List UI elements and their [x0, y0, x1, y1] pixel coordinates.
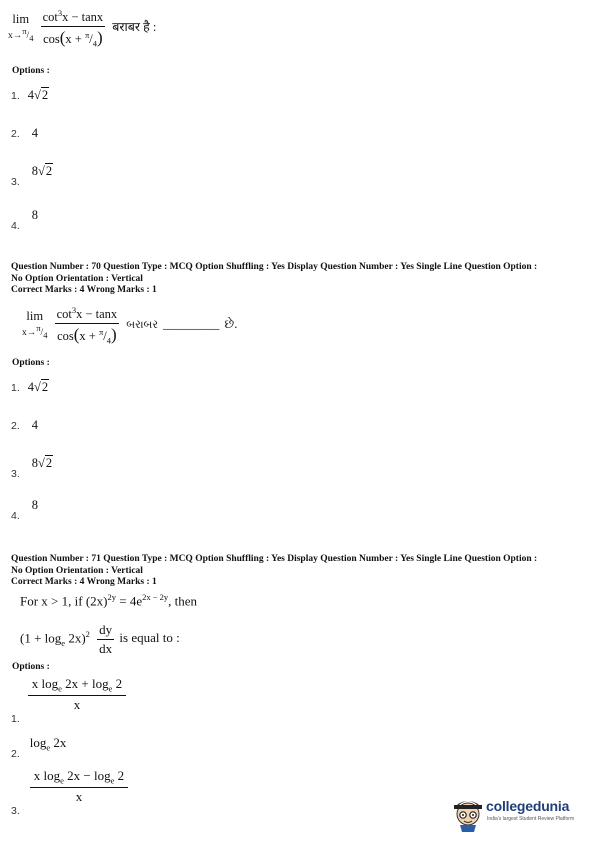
- option-numerator: [32, 768, 126, 787]
- brand-tagline: India's largest Student Review Platform: [487, 816, 575, 822]
- q71-meta-line1: Question Number : 71 Question Type : MCQ Option Shuffling : Yes Display Question Number : Yes Single Line Question Option :: [11, 554, 538, 564]
- option-number: 1.: [11, 712, 20, 725]
- q70-numerator: [55, 305, 120, 323]
- option-value: 4: [31, 418, 39, 432]
- num-e: e: [60, 775, 64, 786]
- q69-hindi-suffix: बराबर है :: [112, 20, 157, 35]
- cot-exp: 3: [71, 305, 77, 315]
- log: log: [29, 735, 47, 750]
- q70-expression: [22, 305, 237, 346]
- dy-dx: [97, 622, 114, 657]
- option-numerator: [30, 676, 124, 695]
- option-value: 4: [31, 126, 39, 140]
- q70-meta: [11, 262, 591, 297]
- option-value: [29, 735, 67, 753]
- den-4: 4: [92, 38, 97, 49]
- option-number: 2.: [11, 420, 20, 432]
- q71-options-label: Options :: [12, 662, 50, 672]
- num-e2: e: [110, 775, 115, 786]
- q71-meta: [11, 554, 591, 589]
- option-number: 2.: [11, 748, 20, 760]
- num-rest: x − tanx: [62, 10, 104, 25]
- lim-pi: π: [22, 26, 27, 37]
- option-value: 4√2: [27, 380, 49, 394]
- lim-x: x→: [8, 31, 23, 42]
- num-c: 2: [112, 676, 123, 691]
- q71-meta-line2: No Option Orientation : Vertical: [11, 565, 143, 576]
- option-value: [32, 768, 126, 805]
- num-a: x log: [33, 768, 61, 783]
- q70-suffix-end: છે.: [224, 317, 238, 332]
- cos: cos: [43, 32, 60, 47]
- q69-options-label: Options :: [12, 66, 50, 76]
- den-4: 4: [106, 335, 111, 346]
- stmt-exp2: 2x − 2y: [142, 592, 169, 602]
- option-number: 3.: [11, 176, 20, 188]
- expr-exp: 2: [85, 629, 90, 640]
- q70-gujarati-suffix: બરાબર: [126, 319, 159, 332]
- expr-post: is equal to :: [119, 630, 180, 646]
- cos: cos: [57, 329, 74, 344]
- den-x: x +: [79, 329, 96, 344]
- q70-meta-line1: Question Number : 70 Question Type : MCQ Option Shuffling : Yes Display Question Number : Yes Single Line Question Option :: [11, 262, 538, 272]
- lim-subscript: $x\to^\pi/_4$: [8, 26, 34, 44]
- expr-pre: (1 + log: [20, 630, 62, 646]
- q71-statement: [20, 592, 197, 609]
- q70-options-label: Options :: [12, 358, 50, 368]
- q71-marks: Correct Marks : 4 Wrong Marks : 1: [11, 577, 157, 587]
- option-value: 8: [31, 208, 39, 222]
- q69-numerator: [41, 8, 106, 26]
- collegedunia-logo: [450, 792, 590, 832]
- dy: dy: [99, 622, 113, 637]
- dx: dx: [99, 641, 113, 656]
- option-number: 3.: [11, 468, 20, 480]
- option-number: 3.: [11, 804, 20, 817]
- radicand: 2: [41, 380, 49, 394]
- option-denominator: x: [28, 695, 126, 713]
- stmt-exp: 2y: [107, 592, 116, 602]
- radicand: 2: [41, 88, 49, 102]
- q70-limit: [22, 310, 47, 340]
- option-number: 1.: [11, 382, 20, 394]
- option-value: 4√2: [27, 88, 49, 102]
- q70-denominator: $\cos(x + ^\pi/_4)$: [57, 325, 117, 346]
- num-b: 2x − log: [63, 768, 111, 783]
- den-pi: π: [84, 30, 90, 40]
- num-e: e: [58, 683, 62, 694]
- log-arg: 2x: [50, 735, 67, 750]
- q70-option-4[interactable]: [11, 496, 39, 522]
- option-value: 8: [31, 498, 39, 512]
- num-e2: e: [108, 683, 113, 694]
- option-number: 4.: [11, 220, 20, 232]
- option-value: 8√2: [31, 164, 53, 178]
- q70-option-1[interactable]: [11, 378, 49, 396]
- lim-subscript: $x\to^\pi/_4$: [22, 323, 48, 341]
- cot-exp: 3: [57, 8, 63, 18]
- lim-4: 4: [43, 330, 48, 341]
- q71-option-3[interactable]: [11, 768, 126, 817]
- num-rest: x − tanx: [76, 307, 118, 322]
- lim-pi: π: [36, 323, 41, 334]
- lim-4: 4: [29, 33, 34, 44]
- option-value: [30, 676, 124, 713]
- q69-option-3[interactable]: [11, 162, 53, 188]
- q70-meta-line2: No Option Orientation : Vertical: [11, 273, 143, 284]
- stmt-post: , then: [168, 593, 198, 609]
- brand-name: collegedunia: [486, 798, 570, 814]
- option-number: 2.: [11, 128, 20, 140]
- radicand: 2: [45, 456, 53, 470]
- num-a: x log: [31, 676, 59, 691]
- den-pi: π: [98, 327, 104, 337]
- q69-fraction: [41, 8, 106, 49]
- cot: cot: [42, 10, 58, 25]
- stmt-pre: For x > 1, if (2x): [20, 593, 108, 609]
- num-c: 2: [114, 768, 125, 783]
- q69-denominator: $\cos(x + ^\pi/_4)$: [43, 28, 103, 49]
- lim-text: lim: [26, 309, 44, 324]
- option-number: 4.: [11, 510, 20, 522]
- cot: cot: [56, 307, 72, 322]
- q69-option-4[interactable]: [11, 206, 39, 232]
- q71-option-1[interactable]: [11, 676, 124, 725]
- expr-e: e: [61, 638, 66, 649]
- q70-marks: Correct Marks : 4 Wrong Marks : 1: [11, 285, 157, 295]
- q69-option-1[interactable]: [11, 86, 49, 104]
- q71-option-2[interactable]: [11, 734, 67, 760]
- mascot-icon: [450, 792, 486, 832]
- q71-expression: [20, 622, 180, 657]
- option-number: 1.: [11, 90, 20, 102]
- coef: 4: [27, 88, 35, 102]
- coef: 8: [31, 164, 39, 178]
- coef: 4: [27, 380, 35, 394]
- den-x: x +: [65, 32, 82, 47]
- option-denominator: x: [30, 787, 128, 805]
- coef: 8: [31, 456, 39, 470]
- stmt-mid: = 4e: [116, 593, 143, 609]
- option-value: 8√2: [31, 456, 53, 470]
- radicand: 2: [45, 164, 53, 178]
- lim-x: x→: [22, 328, 37, 339]
- q69-expression: [8, 8, 156, 49]
- q70-fraction: [55, 305, 120, 346]
- q69-limit: [8, 13, 33, 43]
- expr-mid: 2x): [65, 630, 86, 646]
- lim-text: lim: [12, 12, 30, 27]
- q70-option-2[interactable]: [11, 416, 38, 434]
- q70-option-3[interactable]: [11, 454, 53, 480]
- q69-option-2[interactable]: [11, 124, 38, 142]
- log-e: e: [46, 742, 51, 753]
- q70-blank: _________: [163, 317, 220, 332]
- num-b: 2x + log: [61, 676, 109, 691]
